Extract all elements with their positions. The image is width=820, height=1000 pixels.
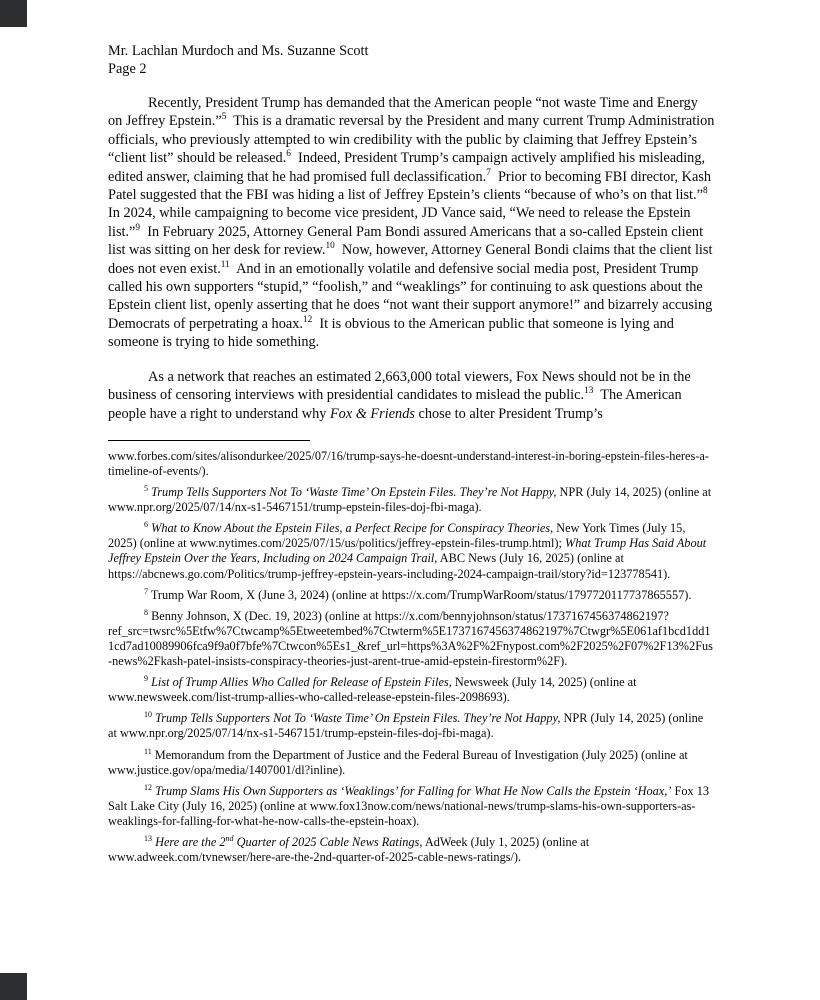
corner-mark-bottom-left	[0, 973, 27, 1000]
body-paragraph-2: As a network that reaches an estimated 2,663,000 total viewers, Fox News should not be in the business of censoring interviews with presidential candidates to mislead the public.$^{13}$ The American people have a right to understand why Fox & Friends chose to alter President Trump’s	[108, 368, 691, 422]
footnote-10: $^{10}$ Trump Tells Supporters Not To ‘Waste Time’ On Epstein Files. They’re Not Happy, NPR (July 14, 2025) (online at www.npr.org/2025/07/14/nx-s1-5467151/trump-epstein-files-doj-fbi-maga).	[108, 710, 704, 741]
recipient-line: Mr. Lachlan Murdoch and Ms. Suzanne Scott	[108, 43, 369, 59]
footnote-7: $^7$ Trump War Room, X (June 3, 2024) (online at https://x.com/TrumpWarRoom/status/1797720117737865557).	[144, 586, 692, 602]
letter-header	[108, 42, 715, 78]
footnotes-section	[108, 449, 715, 865]
document-page	[108, 42, 715, 871]
corner-mark-top-left	[0, 0, 27, 27]
footnote-6: $^6$ What to Know About the Epstein Files, a Perfect Recipe for Conspiracy Theories, New York Times (July 15, 2025) (online at www.nytimes.com/2025/07/15/us/politics/jeffrey-epstein-files-trump.html); What Trump Has Said About Jeffrey Epstein Over the Years, Including on 2024 Campaign Trail, ABC News (July 16, 2025) (online at https://abcnews.go.com/Politics/trump-jeffrey-epstein-years-including-2024-campaign-trail/story?id=123778541).	[108, 520, 707, 581]
page-number: Page 2	[108, 61, 147, 77]
footnote-separator	[108, 440, 310, 441]
footnote-12: $^{12}$ Trump Slams His Own Supporters as ‘Weaklings’ for Falling for What He Now Calls the Epstein ‘Hoax,’ Fox 13 Salt Lake City (July 16, 2025) (online at www.fox13now.com/news/national-news/trump-slams-his-own-supporters-as-weaklings-for-falling-for-what-he-now-calls-the-epstein-hoax).	[108, 782, 710, 828]
footnote-9: $^9$ List of Trump Allies Who Called for Release of Epstein Files, Newsweek (July 14, 2025) (online at www.newsweek.com/list-trump-allies-who-called-release-epstein-files-2098693).	[108, 674, 637, 705]
body-paragraph-1: Recently, President Trump has demanded that the American people “not waste Time and Energy on Jeffrey Epstein.”$^5$ This is a dramatic reversal by the President and many current Trump Administration officials, who previously attempted to win credibility with the public by claiming that Jeffrey Epstein’s “client list” should be released.$^6$ Indeed, President Trump’s campaign actively amplified his misleading, edited answer, claiming that he had promised full declassification.$^7$ Prior to becoming FBI director, Kash Patel suggested that the FBI was hiding a list of Jeffrey Epstein’s clients “because of who’s on that list.”$^8$ In 2024, while campaigning to become vice president, JD Vance said, “We need to release the Epstein list.”$^9$ In February 2025, Attorney General Pam Bondi assured Americans that a so-called Epstein client list was sitting on her desk for review.$^{10}$ Now, however, Attorney General Bondi claims that the client list does not even exist.$^{11}$ And in an emotionally volatile and defensive social media post, President Trump called his own supporters “stupid,” “foolish,” and “weaklings” for continuing to ask questions about the Epstein client list, openly asserting that he does “not want their support anymore!” and bizarrely accusing Democrats of perpetrating a hoax.$^{12}$ It is obvious to the American public that someone is lying and someone is trying to hide something.	[108, 95, 715, 351]
footnote-5: $^5$ Trump Tells Supporters Not To ‘Waste Time’ On Epstein Files. They’re Not Happy, NPR (July 14, 2025) (online at www.npr.org/2025/07/14/nx-s1-5467151/trump-epstein-files-doj-fbi-maga).	[108, 484, 712, 515]
footnote-8: $^8$ Benny Johnson, X (Dec. 19, 2023) (online at https://x.com/bennyjohnson/status/1737167456374862197?ref_src=twsrc%5Etfw%7Ctwcamp%5Etweetembed%7Ctwterm%5E1737167456374862197%7Ctwgr%5E061af1bcd1dd11cd7ad10089906fca9f9a0f7bfe%7Ctwcon%5Es1_&ref_url=https%3A%2F%2Fnypost.com%2F2025%2F07%2F13%2Fus-news%2Fkash-patel-insists-conspiracy-theories-just-arent-true-amid-epstein-firestorm%2F).	[108, 607, 713, 669]
footnote-4-continuation: www.forbes.com/sites/alisondurkee/2025/07/16/trump-says-he-doesnt-understand-interest-in-boring-epstein-files-heres-a-timeline-of-events/).	[108, 448, 709, 478]
footnote-11: $^{11}$ Memorandum from the Department of Justice and the Federal Bureau of Investigation (July 2025) (online at www.justice.gov/opa/media/1407001/dl?inline).	[108, 746, 688, 777]
footnote-13: $^{13}$ Here are the 2nd Quarter of 2025 Cable News Ratings, AdWeek (July 1, 2025) (online at www.adweek.com/tvnewser/here-are-the-2nd-quarter-of-2025-cable-news-ratings/).	[108, 833, 590, 865]
